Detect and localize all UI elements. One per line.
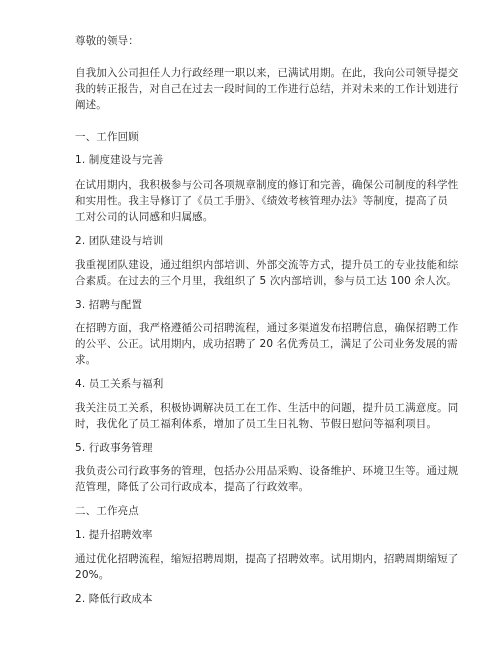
section-2-title: 二、工作亮点 — [75, 505, 139, 517]
s1-item2-body-1: 我重视团队建设，通过组织内部培训、外部交流等方式，提升员工的专业技能和综 — [75, 259, 459, 271]
s1-item1-body-2: 和实用性。我主导修订了《员工手册》、《绩效考核管理办法》等制度，提高了员 — [75, 195, 448, 207]
s1-item3-title: 3. 招聘与配置 — [75, 299, 143, 311]
s1-item1-title: 1. 制度建设与完善 — [75, 154, 164, 166]
s1-item1-body-1: 在试用期内，我积极参与公司各项规章制度的修订和完善，确保公司制度的科学性 — [75, 179, 459, 191]
s1-item3-body-1: 在招聘方面，我严格遵循公司招聘流程，通过多渠道发布招聘信息，确保招聘工作 — [75, 322, 459, 334]
s1-item1-body-3: 工对公司的认同感和归属感。 — [75, 211, 214, 223]
s2-item1-body-1: 通过优化招聘流程，缩短招聘周期，提高了招聘效率。试用期内，招聘周期缩短了 — [75, 553, 459, 565]
s1-item5-body-2: 范管理，降低了公司行政成本，提高了行政效率。 — [75, 481, 310, 493]
salutation: 尊敬的领导： — [75, 35, 139, 47]
intro-line-1: 自我加入公司担任人力行政经理一职以来，已满试用期。在此，我向公司领导提交 — [75, 67, 459, 79]
s1-item4-body-2: 时，我优化了员工福利体系，增加了员工生日礼物、节假日慰问等福利项目。 — [75, 418, 438, 430]
intro-line-3: 阐述。 — [75, 99, 107, 111]
s2-item1-title: 1. 提升招聘效率 — [75, 529, 153, 541]
s1-item2-title: 2. 团队建设与培训 — [75, 235, 164, 247]
intro-line-2: 我的转正报告，对自己在过去一段时间的工作进行总结，并对未来的工作计划进行 — [75, 83, 459, 95]
s1-item2-body-2: 合素质。在过去的三个月里，我组织了 5 次内部培训，参与员工达 100 余人次。 — [75, 275, 458, 287]
section-1-title: 一、工作回顾 — [75, 131, 139, 143]
s1-item3-body-3: 求。 — [75, 354, 97, 366]
s1-item4-body-1: 我关注员工关系，积极协调解决员工在工作、生活中的问题，提升员工满意度。同 — [75, 402, 459, 414]
s1-item3-body-2: 的公平、公正。试用期内，成功招聘了 20 名优秀员工，满足了公司业务发展的需 — [75, 338, 458, 350]
s1-item5-body-1: 我负责公司行政事务的管理，包括办公用品采购、设备维护、环境卫生等。通过规 — [75, 465, 459, 477]
s1-item4-title: 4. 员工关系与福利 — [75, 378, 164, 390]
s1-item5-title: 5. 行政事务管理 — [75, 442, 153, 454]
s2-item1-body-2: 20%。 — [75, 569, 110, 581]
s2-item2-title: 2. 降低行政成本 — [75, 593, 153, 605]
